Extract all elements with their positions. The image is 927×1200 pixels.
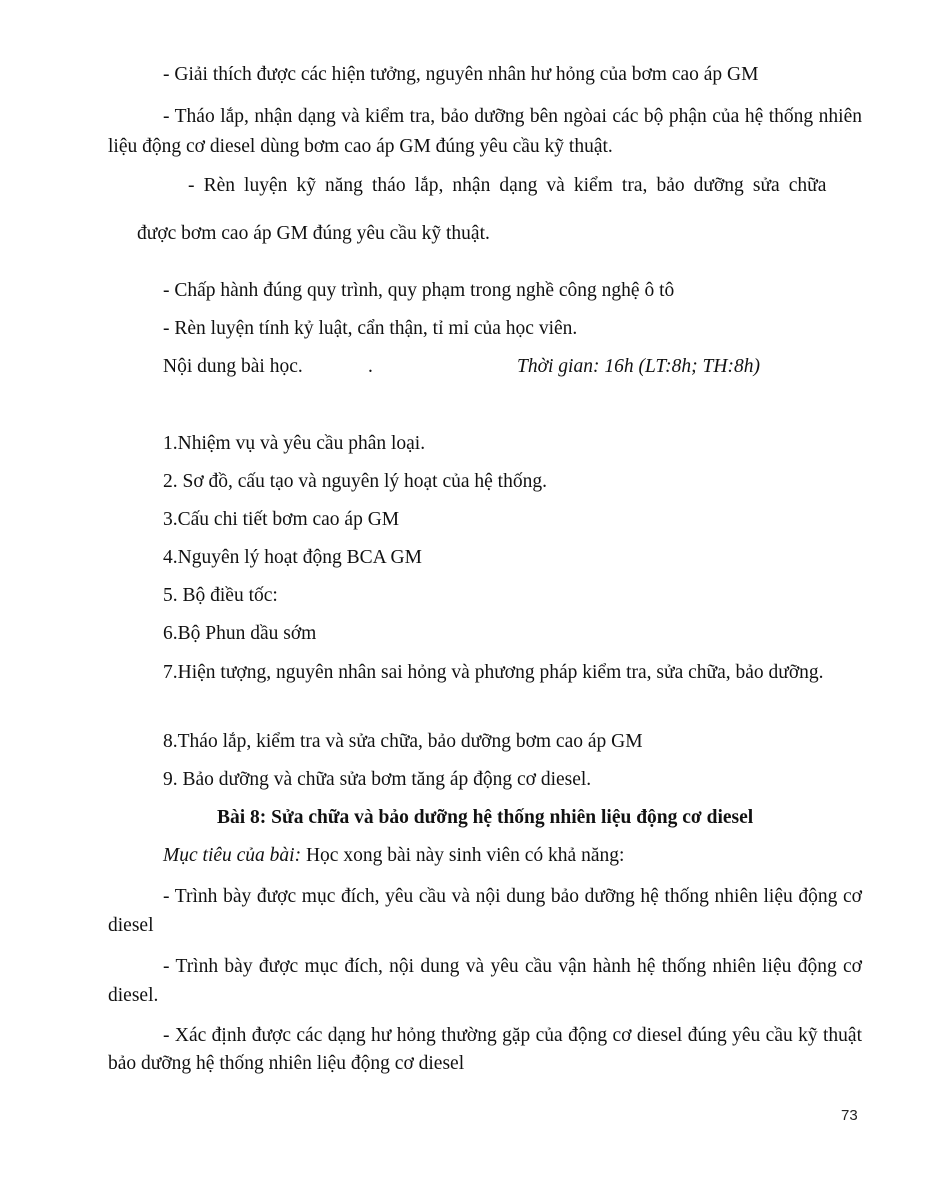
content-heading-time: Thời gian: 16h (LT:8h; TH:8h): [517, 356, 760, 377]
lesson-goal-item: - Xác định được các dạng hư hỏng thường gặp của động cơ diesel đúng yêu cầu kỹ thuật bảo dưỡng hệ thống nhiên liệu động cơ diesel: [108, 1025, 862, 1074]
lesson-goal-item: - Trình bày được mục đích, nội dung và yêu cầu vận hành hệ thống nhiên liệu động cơ diesel.: [108, 956, 862, 1006]
content-item: 6.Bộ Phun dầu sớm: [163, 623, 317, 644]
objective-item: - Giải thích được các hiện tưởng, nguyên nhân hư hỏng của bơm cao áp GM: [163, 64, 759, 85]
content-item: 3.Cấu chi tiết bơm cao áp GM: [163, 509, 400, 530]
content-heading-label: Nội dung bài học.: [163, 356, 303, 377]
lesson-goal-intro: [163, 844, 624, 868]
content-item: 5. Bộ điều tốc:: [163, 585, 278, 606]
content-item: 4.Nguyên lý hoạt động BCA GM: [163, 547, 422, 568]
objective-item: - Chấp hành đúng quy trình, quy phạm trong nghề công nghệ ô tô: [163, 280, 675, 301]
content-item: 1.Nhiệm vụ và yêu cầu phân loại.: [163, 433, 426, 454]
lesson-goal-text: Học xong bài này sinh viên có khả năng:: [301, 845, 625, 866]
lesson-title: Bài 8: Sửa chữa và bảo dưỡng hệ thống nhiên liệu động cơ diesel: [217, 807, 754, 828]
objective-item: - Tháo lắp, nhận dạng và kiểm tra, bảo dưỡng bên ngòai các bộ phận của hệ thống nhiên liệu động cơ diesel dùng bơm cao áp GM đúng yêu cầu kỹ thuật.: [108, 106, 862, 157]
lesson-goal-label: Mục tiêu của bài:: [163, 845, 302, 866]
content-item: 9. Bảo dưỡng và chữa sửa bơm tăng áp động cơ diesel.: [163, 769, 592, 790]
objective-item: - Rèn luyện tính kỷ luật, cẩn thận, tỉ mỉ của học viên.: [163, 318, 578, 339]
objective-item: - Rèn luyện kỹ năng tháo lắp, nhận dạng và kiểm tra, bảo dưỡng sửa chữa: [188, 175, 827, 196]
content-item: 2. Sơ đồ, cấu tạo và nguyên lý hoạt của hệ thống.: [163, 471, 547, 492]
content-item: 7.Hiện tượng, nguyên nhân sai hỏng và phương pháp kiểm tra, sửa chữa, bảo dưỡng.: [163, 662, 824, 683]
lesson-goal-item: - Trình bày được mục đích, yêu cầu và nội dung bảo dưỡng hệ thống nhiên liệu động cơ diesel: [108, 886, 862, 936]
objective-item-continued: được bơm cao áp GM đúng yêu cầu kỹ thuật.: [137, 223, 490, 244]
content-heading-dot: .: [368, 356, 373, 377]
content-item: 8.Tháo lắp, kiểm tra và sửa chữa, bảo dưỡng bơm cao áp GM: [163, 731, 643, 752]
page-number: 73: [841, 1107, 858, 1124]
